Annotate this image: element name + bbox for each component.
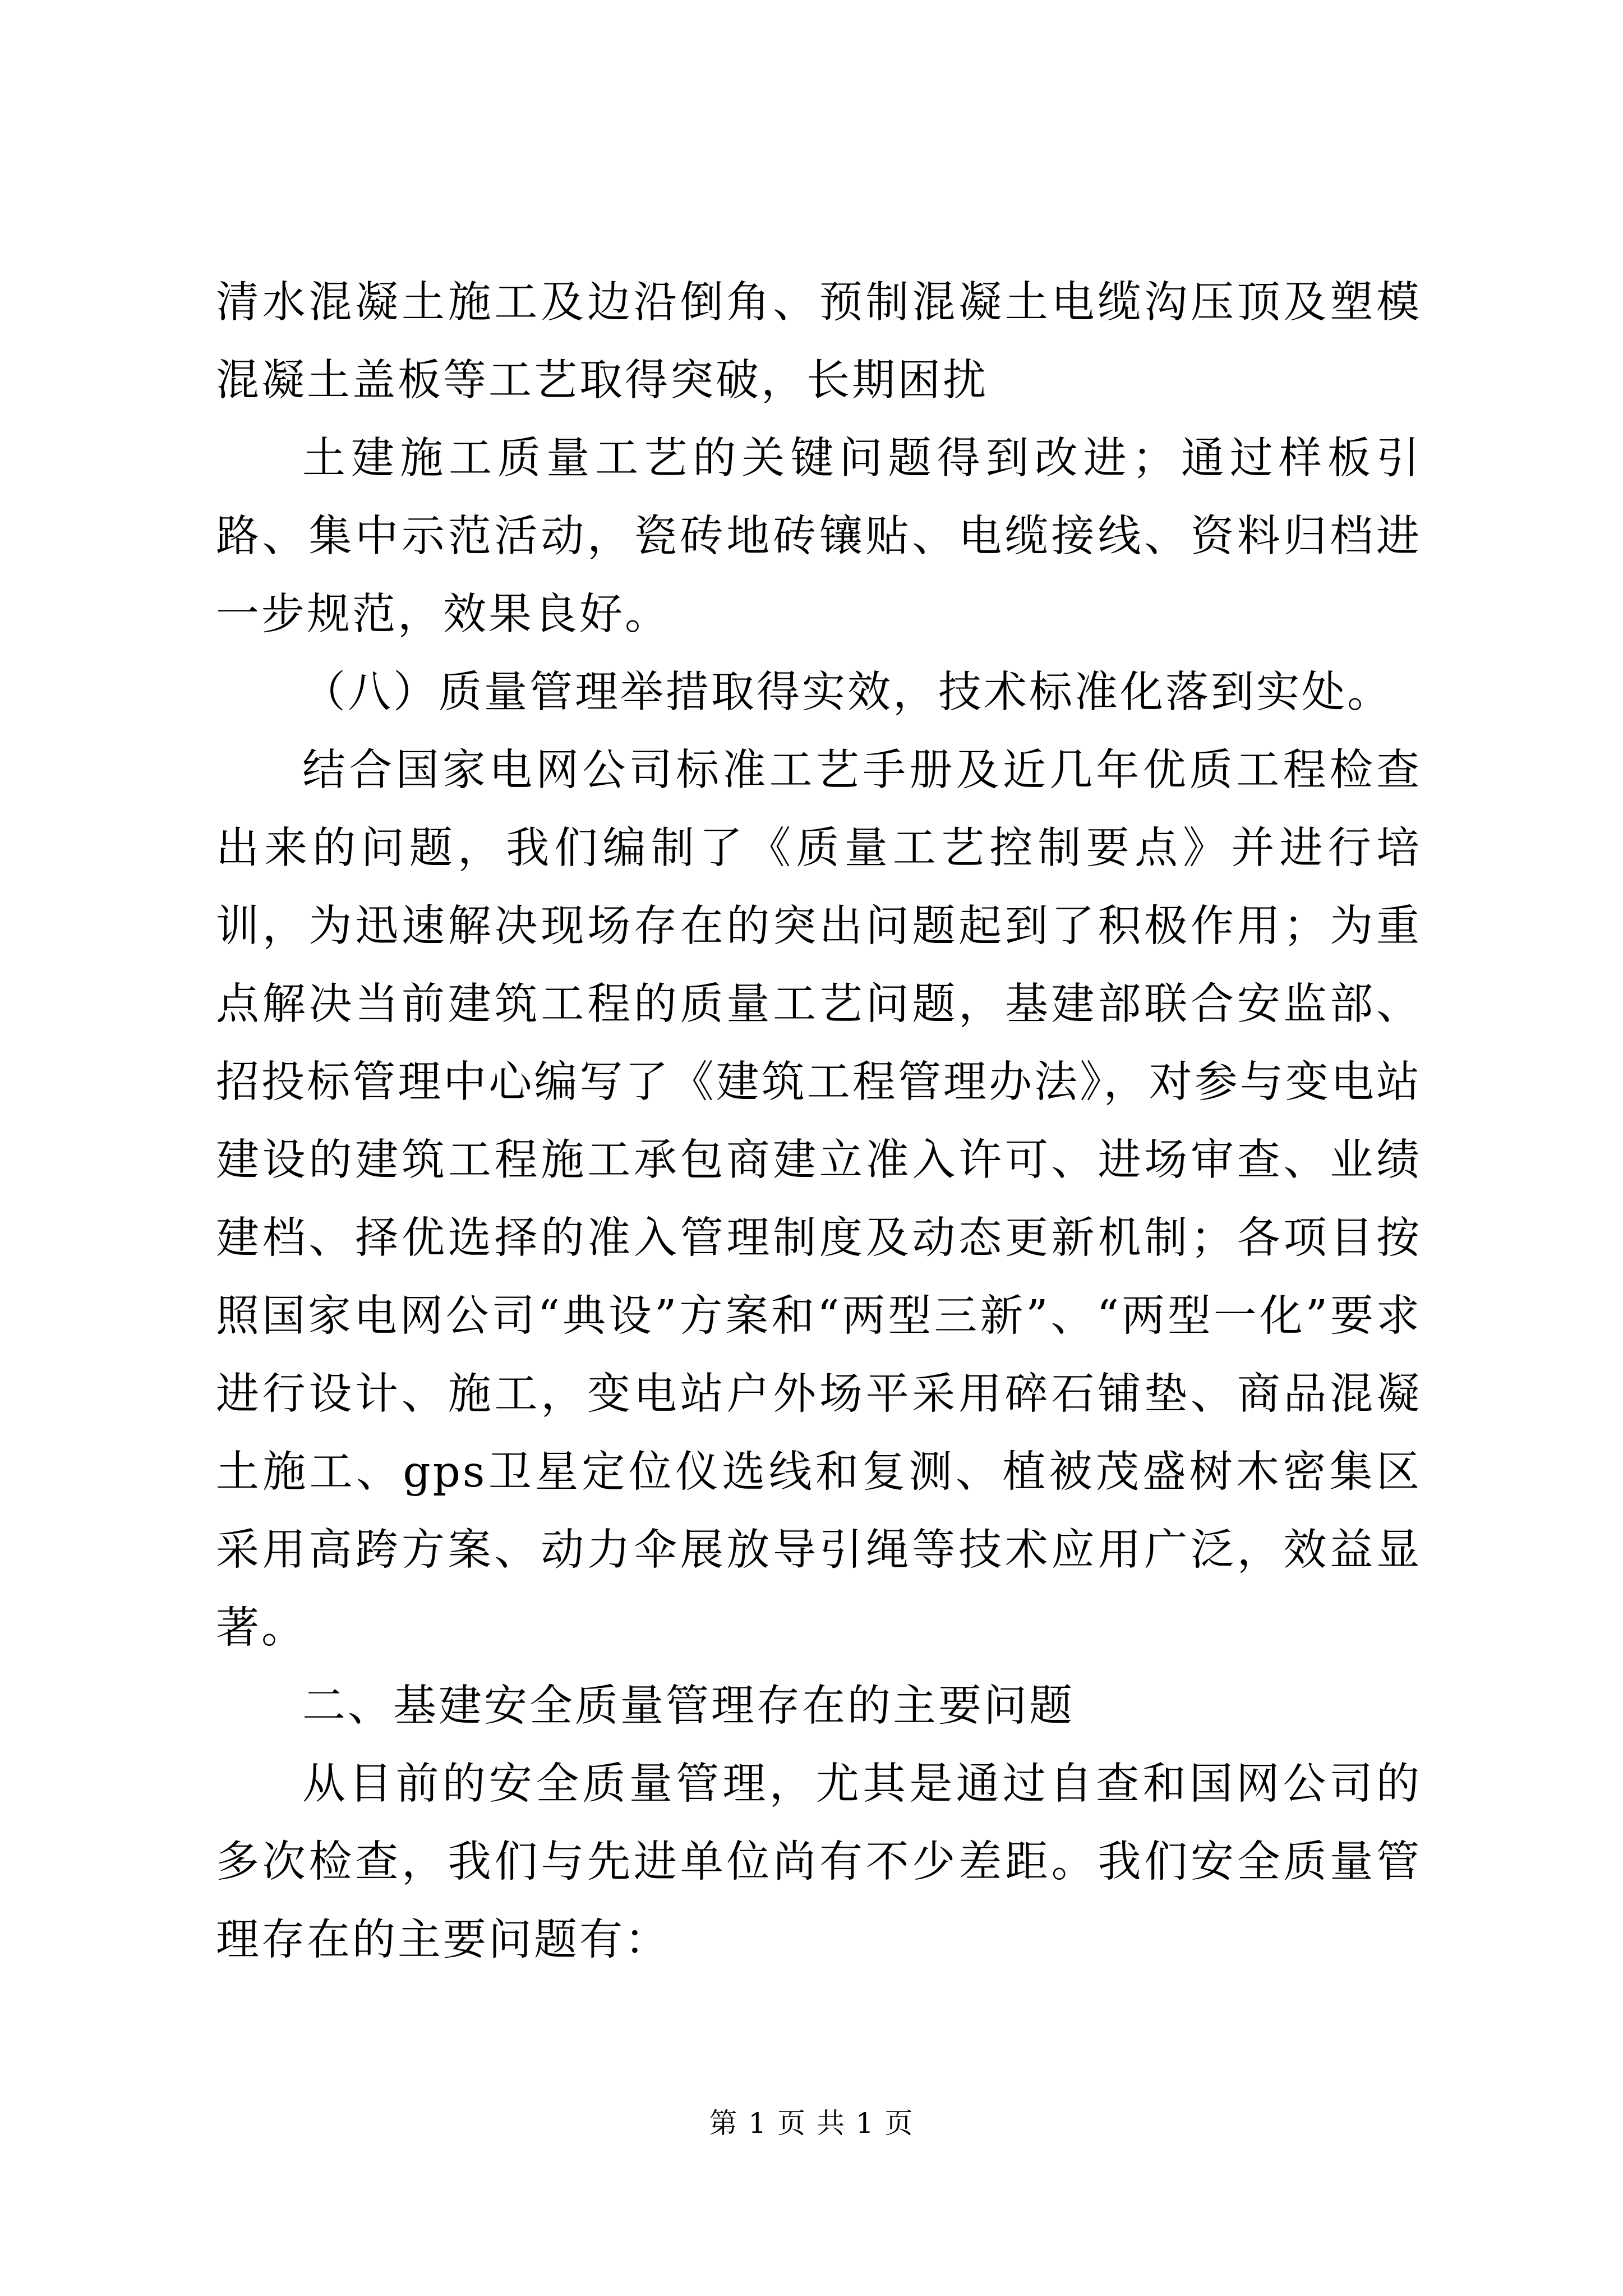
paragraph-2: 土建施工质量工艺的关键问题得到改进；通过样板引路、集中示范活动，瓷砖地砖镶贴、电缆接线、资料归档进一步规范，效果良好。 bbox=[216, 434, 1422, 639]
paragraph-4: 从目前的安全质量管理，尤其是通过自查和国网公司的多次检查，我们与先进单位尚有不少差距。我们安全质量管理存在的主要问题有： bbox=[216, 1759, 1422, 1965]
document-body bbox=[216, 264, 1422, 1979]
page-footer: 第 1 页 共 1 页 bbox=[709, 2107, 914, 2139]
paragraph-1: 清水混凝土施工及边沿倒角、预制混凝土电缆沟压顶及塑模混凝土盖板等工艺取得突破，长期困扰 bbox=[216, 278, 1422, 406]
section-heading-2: 二、基建安全质量管理存在的主要问题 bbox=[302, 1681, 1075, 1731]
section-heading-8: （八）质量管理举措取得实效，技术标准化落到实处。 bbox=[302, 668, 1393, 717]
paragraph-3: 结合国家电网公司标准工艺手册及近几年优质工程检查出来的问题，我们编制了《质量工艺控制要点》并进行培训，为迅速解决现场存在的突出问题起到了积极作用；为重点解决当前建筑工程的质量工艺问题，基建部联合安监部、招投标管理中心编写了《建筑工程管理办法》，对参与变电站建设的建筑工程施工承包商建立准入许可、进场审查、业绩建档、择优选择的准入管理制度及动态更新机制；各项目按照国家电网公司“典设”方案和“两型三新”、“两型一化”要求进行设计、施工，变电站户外场平采用碎石铺垫、商品混凝土施工、gps卫星定位仪选线和复测、植被茂盛树木密集区采用高跨方案、动力伞展放导引绳等技术应用广泛，效益显著。 bbox=[216, 746, 1422, 1653]
